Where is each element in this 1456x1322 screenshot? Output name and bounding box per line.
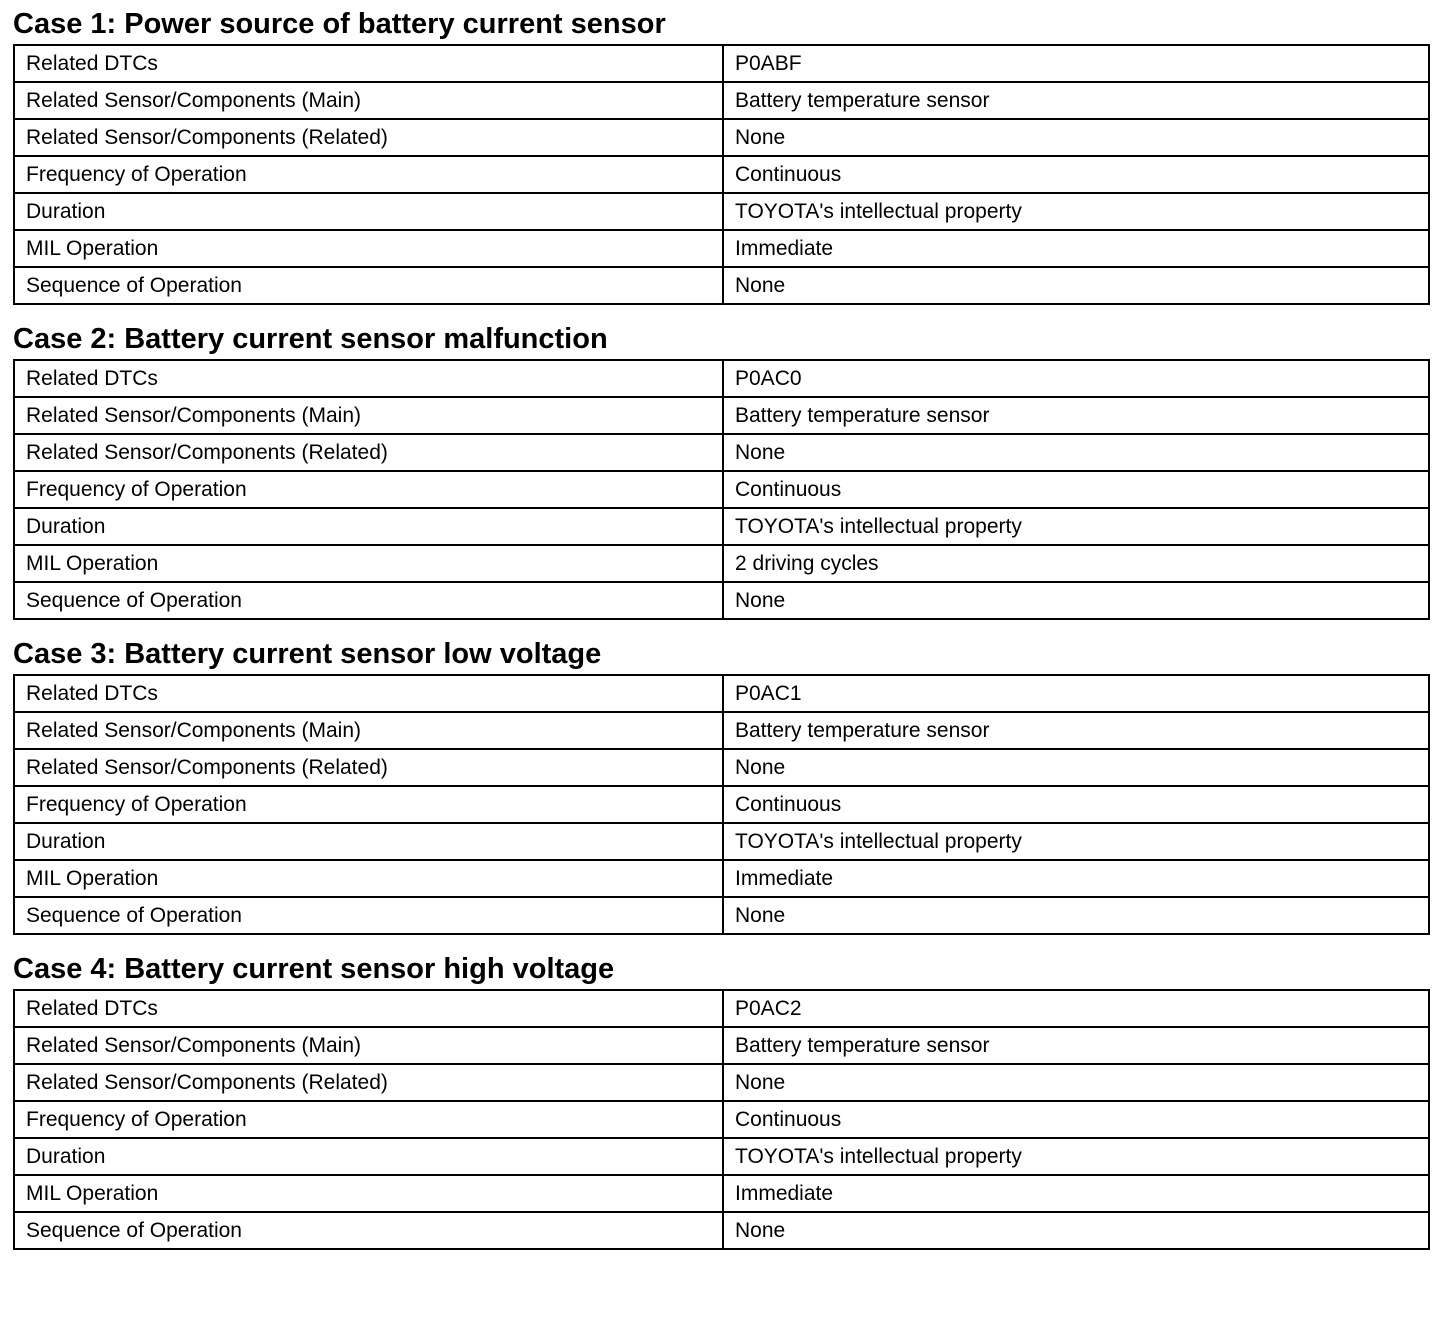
row-value: Continuous [723, 471, 1429, 508]
row-label: Frequency of Operation [14, 471, 723, 508]
row-label: Related Sensor/Components (Related) [14, 434, 723, 471]
table-row [14, 582, 1429, 619]
row-label: MIL Operation [14, 1175, 723, 1212]
row-label: Duration [14, 823, 723, 860]
row-label: MIL Operation [14, 860, 723, 897]
case-4-table [13, 989, 1430, 1250]
table-row [14, 823, 1429, 860]
row-value: P0ABF [723, 45, 1429, 82]
row-value: P0AC0 [723, 360, 1429, 397]
table-row [14, 360, 1429, 397]
table-row [14, 990, 1429, 1027]
row-label: Related Sensor/Components (Main) [14, 397, 723, 434]
row-value: Continuous [723, 1101, 1429, 1138]
table-row [14, 471, 1429, 508]
table-row [14, 712, 1429, 749]
row-label: Sequence of Operation [14, 897, 723, 934]
table-row [14, 434, 1429, 471]
case-3-title: Case 3: Battery current sensor low voltage [13, 638, 602, 670]
row-value: TOYOTA's intellectual property [723, 193, 1429, 230]
case-1-title: Case 1: Power source of battery current sensor [13, 8, 666, 40]
case-2-title: Case 2: Battery current sensor malfunction [13, 323, 608, 355]
row-label: Related Sensor/Components (Main) [14, 712, 723, 749]
row-value: TOYOTA's intellectual property [723, 1138, 1429, 1175]
table-row [14, 1064, 1429, 1101]
row-label: Sequence of Operation [14, 1212, 723, 1249]
row-value: None [723, 267, 1429, 304]
row-value: None [723, 434, 1429, 471]
row-label: Related Sensor/Components (Main) [14, 82, 723, 119]
case-4-section [13, 935, 1430, 1250]
table-row [14, 267, 1429, 304]
row-value: Continuous [723, 786, 1429, 823]
row-label: Duration [14, 1138, 723, 1175]
table-row [14, 675, 1429, 712]
row-label: Related Sensor/Components (Main) [14, 1027, 723, 1064]
row-value: Battery temperature sensor [723, 1027, 1429, 1064]
case-1-table [13, 44, 1430, 305]
row-value: Battery temperature sensor [723, 82, 1429, 119]
row-value: P0AC1 [723, 675, 1429, 712]
table-row [14, 786, 1429, 823]
case-2-section [13, 305, 1430, 620]
row-value: None [723, 749, 1429, 786]
table-row [14, 156, 1429, 193]
row-value: None [723, 897, 1429, 934]
row-value: 2 driving cycles [723, 545, 1429, 582]
row-label: Related Sensor/Components (Related) [14, 1064, 723, 1101]
table-row [14, 1101, 1429, 1138]
row-label: Frequency of Operation [14, 1101, 723, 1138]
row-value: Battery temperature sensor [723, 712, 1429, 749]
document-page [13, 0, 1430, 1250]
row-label: Sequence of Operation [14, 582, 723, 619]
row-label: Related Sensor/Components (Related) [14, 119, 723, 156]
row-value: P0AC2 [723, 990, 1429, 1027]
table-row [14, 230, 1429, 267]
row-label: Related DTCs [14, 360, 723, 397]
row-label: Related Sensor/Components (Related) [14, 749, 723, 786]
table-row [14, 82, 1429, 119]
row-value: None [723, 582, 1429, 619]
table-row [14, 45, 1429, 82]
row-label: Duration [14, 508, 723, 545]
case-1-section [13, 0, 1430, 305]
table-row [14, 397, 1429, 434]
table-row [14, 1138, 1429, 1175]
row-value: None [723, 1212, 1429, 1249]
table-row [14, 860, 1429, 897]
case-2-table [13, 359, 1430, 620]
row-label: Sequence of Operation [14, 267, 723, 304]
table-row [14, 749, 1429, 786]
row-value: Battery temperature sensor [723, 397, 1429, 434]
table-row [14, 1027, 1429, 1064]
case-3-section [13, 620, 1430, 935]
table-row [14, 1175, 1429, 1212]
row-label: Related DTCs [14, 990, 723, 1027]
case-3-table [13, 674, 1430, 935]
table-row [14, 508, 1429, 545]
row-value: Immediate [723, 1175, 1429, 1212]
row-label: MIL Operation [14, 230, 723, 267]
row-value: Immediate [723, 230, 1429, 267]
case-4-title: Case 4: Battery current sensor high voltage [13, 953, 615, 985]
table-row [14, 193, 1429, 230]
table-row [14, 119, 1429, 156]
row-value: Continuous [723, 156, 1429, 193]
row-label: Related DTCs [14, 675, 723, 712]
table-row [14, 545, 1429, 582]
row-value: Immediate [723, 860, 1429, 897]
table-row [14, 897, 1429, 934]
row-label: Frequency of Operation [14, 156, 723, 193]
row-value: None [723, 119, 1429, 156]
table-row [14, 1212, 1429, 1249]
row-label: Related DTCs [14, 45, 723, 82]
row-value: TOYOTA's intellectual property [723, 823, 1429, 860]
row-label: MIL Operation [14, 545, 723, 582]
row-label: Duration [14, 193, 723, 230]
row-value: None [723, 1064, 1429, 1101]
row-value: TOYOTA's intellectual property [723, 508, 1429, 545]
row-label: Frequency of Operation [14, 786, 723, 823]
